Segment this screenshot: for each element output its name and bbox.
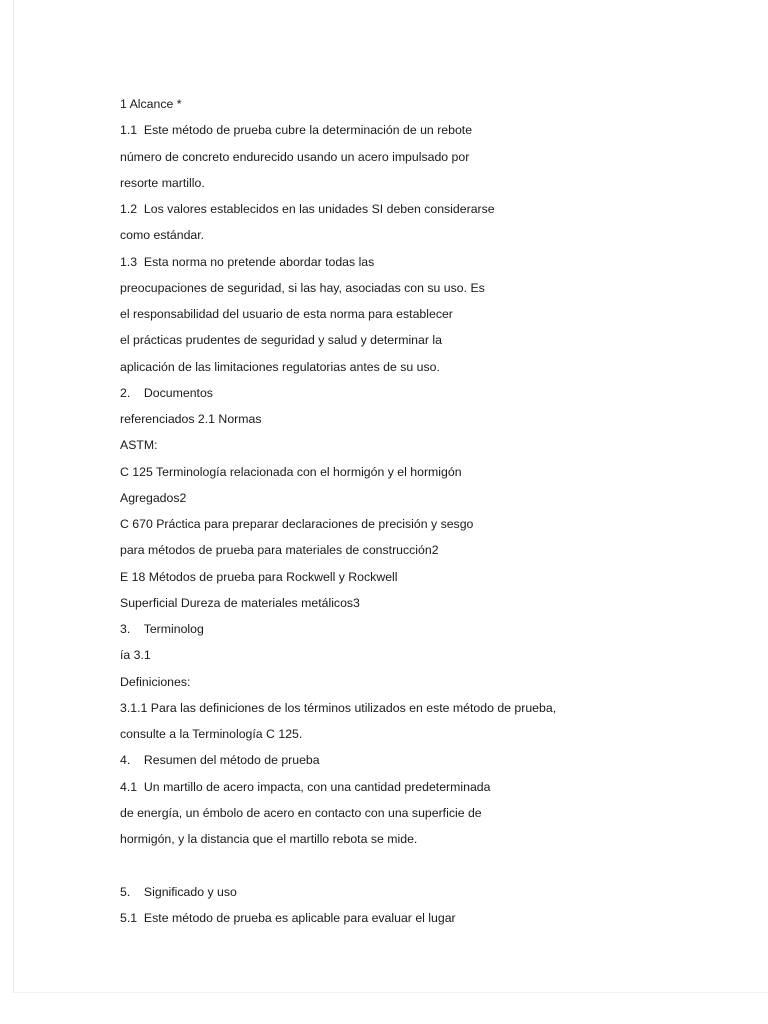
paragraph-line: consulte a la Terminología C 125. (120, 727, 303, 741)
section-heading-significado: 5. Significado y uso (120, 884, 237, 899)
reference-item: Superficial Dureza de materiales metálicos3 (120, 595, 360, 610)
paragraph-line: 3.1.1 Para las definiciones de los términos utilizados en este método de prueba, (120, 700, 557, 715)
paragraph-line: número de concreto endurecido usando un acero impulsado por (120, 149, 470, 164)
document-page-content (120, 91, 720, 931)
paragraph-line: Definiciones: (120, 674, 191, 689)
section-heading-alcance: 1 Alcance * (120, 97, 182, 111)
paragraph-line: el responsabilidad del usuario de esta norma para establecer (120, 307, 453, 321)
reference-item: para métodos de prueba para materiales de construcción2 (120, 543, 439, 558)
reference-item: E 18 Métodos de prueba para Rockwell y Rockwell (120, 569, 398, 584)
reference-item: Agregados2 (120, 490, 187, 505)
section-heading-resumen: 4. Resumen del método de prueba (120, 753, 320, 768)
paragraph-line: de energía, un émbolo de acero en contacto con una superficie de (120, 805, 482, 820)
paragraph-line: resorte martillo. (120, 175, 205, 190)
paragraph-line: hormigón, y la distancia que el martillo rebota se mide. (120, 832, 418, 846)
paragraph-line: el prácticas prudentes de seguridad y salud y determinar la (120, 333, 442, 348)
paragraph-line: aplicación de las limitaciones regulatorias antes de su uso. (120, 359, 440, 374)
paragraph-line: 4.1 Un martillo de acero impacta, con una cantidad predeterminada (120, 779, 491, 794)
paragraph-line: referenciados 2.1 Normas (120, 412, 262, 426)
reference-item: C 125 Terminología relacionada con el hormigón y el hormigón (120, 464, 462, 479)
paragraph-line: ía 3.1 (120, 648, 151, 663)
paragraph-line: 1.3 Esta norma no pretende abordar todas las (120, 254, 375, 269)
paragraph-line: 1.1 Este método de prueba cubre la determinación de un rebote (120, 123, 473, 138)
paragraph-line: 1.2 Los valores establecidos en las unidades SI deben considerarse (120, 202, 495, 216)
section-heading-documentos: 2. Documentos (120, 385, 213, 400)
paragraph-line: como estándar. (120, 228, 205, 243)
reference-item: C 670 Práctica para preparar declaraciones de precisión y sesgo (120, 517, 474, 531)
section-heading-terminologia: 3. Terminolog (120, 622, 204, 636)
blank-line (120, 852, 720, 878)
page-bottom-edge (13, 992, 768, 993)
page-left-edge (13, 0, 14, 992)
paragraph-line: 5.1 Este método de prueba es aplicable para evaluar el lugar (120, 910, 456, 925)
paragraph-line: preocupaciones de seguridad, si las hay, asociadas con su uso. Es (120, 280, 485, 295)
paragraph-line: ASTM: (120, 438, 158, 453)
